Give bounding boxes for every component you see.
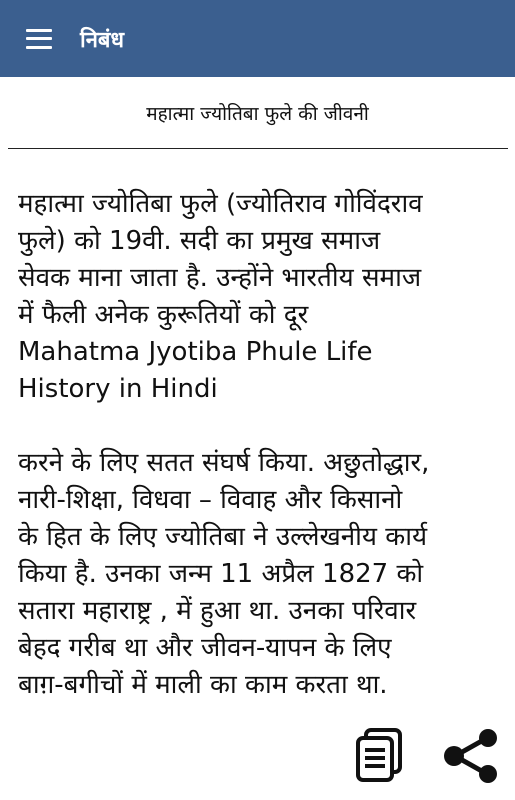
copy-document-icon[interactable] — [354, 728, 404, 784]
menu-bar-line — [26, 46, 52, 49]
article-line: करने के लिए सतत संघर्ष किया. अछुतोद्धार, — [18, 448, 430, 478]
menu-bar-line — [26, 37, 52, 40]
article-line: सतारा महाराष्ट्र , में हुआ था. उनका परिवार — [18, 596, 417, 626]
share-icon[interactable] — [440, 728, 502, 784]
app-bar — [0, 0, 515, 77]
hamburger-menu-icon[interactable] — [26, 29, 52, 49]
article-line: History in Hindi — [18, 374, 218, 404]
article-line: में फैली अनेक कुरूतियों को दूर — [18, 300, 309, 330]
article-body — [18, 186, 508, 704]
article-line: बाग़-बगीचों में माली का काम करता था. — [18, 670, 388, 700]
article-heading: महात्मा ज्योतिबा फुले की जीवनी — [146, 103, 369, 125]
article-line: महात्मा ज्योतिबा फुले (ज्योतिराव गोविंदराव — [18, 189, 423, 219]
article-line: Mahatma Jyotiba Phule Life — [18, 337, 373, 367]
menu-bar-line — [26, 29, 52, 32]
article-line: नारी-शिक्षा, विधवा – विवाह और किसानो — [18, 485, 403, 515]
article-line: किया है. उनका जन्म 11 अप्रैल 1827 को — [18, 559, 424, 589]
heading-divider — [8, 148, 508, 149]
app-title: निबंध — [80, 27, 125, 53]
article-line: सेवक माना जाता है. उन्होंने भारतीय समाज — [18, 263, 422, 293]
article-line: के हित के लिए ज्योतिबा ने उल्लेखनीय कार्य — [18, 522, 428, 552]
paragraph-gap — [18, 408, 508, 445]
article-line: फुले) को 19वी. सदी का प्रमुख समाज — [18, 226, 381, 256]
article-line: बेहद गरीब था और जीवन-यापन के लिए — [18, 633, 392, 663]
